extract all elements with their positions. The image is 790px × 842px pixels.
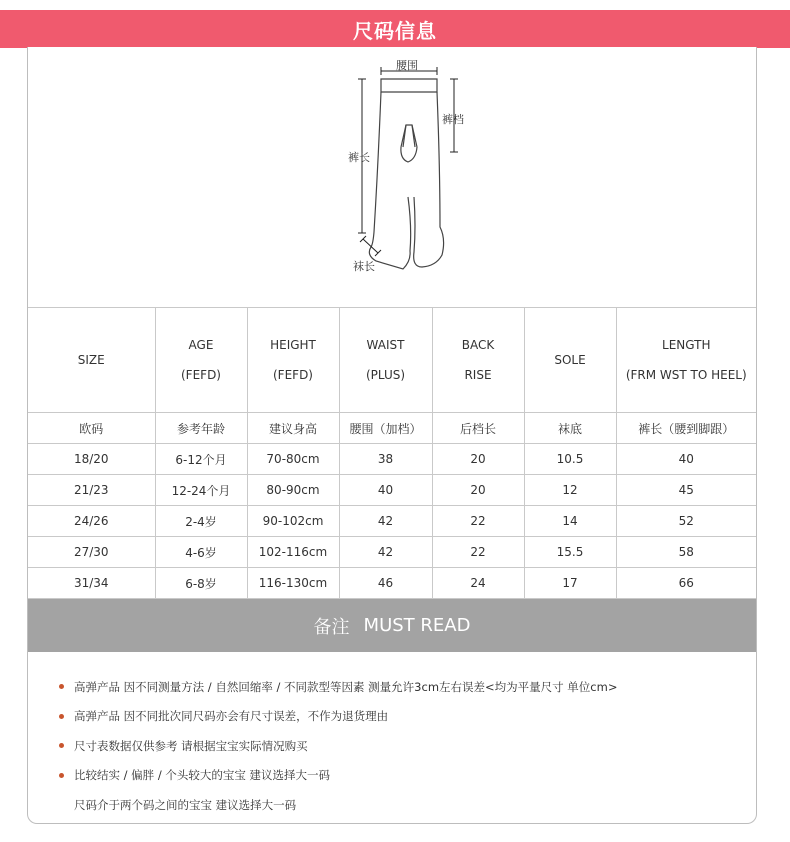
list-item xyxy=(56,702,746,732)
table-row xyxy=(28,506,756,537)
table-row xyxy=(28,475,756,506)
tights-diagram xyxy=(28,47,756,307)
table-cell: 66 xyxy=(616,568,756,599)
table-cell: 102-116cm xyxy=(247,537,339,568)
header-waist: WAIST (PLUS) xyxy=(339,308,432,413)
size-chart-card xyxy=(27,47,757,824)
table-cell: 22 xyxy=(432,537,524,568)
table-cell: 20 xyxy=(432,475,524,506)
note-text: 高弹产品 因不同测量方法 / 自然回缩率 / 不同款型等因素 测量允许3cm左右误差<均为平量尺寸 单位cm> xyxy=(74,679,618,694)
table-cell: 24 xyxy=(432,568,524,599)
table-cell: 70-80cm xyxy=(247,444,339,475)
list-item xyxy=(56,672,746,702)
must-read-bar xyxy=(28,599,756,652)
waist-label: 腰围 xyxy=(396,59,418,72)
table-row xyxy=(28,537,756,568)
table-cell: 46 xyxy=(339,568,432,599)
size-table xyxy=(28,307,756,599)
table-cell: 42 xyxy=(339,506,432,537)
sole-label: 袜长 xyxy=(353,260,375,273)
table-cell: 20 xyxy=(432,444,524,475)
bullet-dot-icon xyxy=(59,684,64,689)
table-row xyxy=(28,444,756,475)
length-label: 裤长 xyxy=(348,151,370,164)
table-cell: 24/26 xyxy=(28,506,155,537)
table-cell: 27/30 xyxy=(28,537,155,568)
table-cell: 40 xyxy=(616,444,756,475)
table-cell: 22 xyxy=(432,506,524,537)
table-cell: 58 xyxy=(616,537,756,568)
rise-label: 裤档 xyxy=(442,113,464,126)
table-cell: 38 xyxy=(339,444,432,475)
table-cell: 12 xyxy=(524,475,616,506)
list-item xyxy=(56,731,746,761)
table-cell: 42 xyxy=(339,537,432,568)
subheader-cell: 建议身高 xyxy=(247,413,339,444)
bullet-dot-icon xyxy=(59,743,64,748)
note-text: 高弹产品 因不同批次同尺码亦会有尺寸误差，不作为退货理由 xyxy=(74,709,389,724)
table-cell: 80-90cm xyxy=(247,475,339,506)
subheader-cell: 裤长（腰到脚跟） xyxy=(616,413,756,444)
table-row xyxy=(28,568,756,599)
bullet-dot-icon xyxy=(59,773,64,778)
table-cell: 21/23 xyxy=(28,475,155,506)
table-cell: 10.5 xyxy=(524,444,616,475)
table-cell: 4-6岁 xyxy=(155,537,247,568)
banner-title: 尺码信息 xyxy=(353,18,437,43)
table-cell: 52 xyxy=(616,506,756,537)
table-cell: 2-4岁 xyxy=(155,506,247,537)
subheader-cell: 欧码 xyxy=(28,413,155,444)
subheader-cell: 参考年龄 xyxy=(155,413,247,444)
table-cell: 14 xyxy=(524,506,616,537)
size-info-banner xyxy=(0,10,790,48)
header-length: LENGTH (FRM WST TO HEEL) xyxy=(616,308,756,413)
table-cell: 90-102cm xyxy=(247,506,339,537)
notes-list xyxy=(56,672,746,820)
table-cell: 31/34 xyxy=(28,568,155,599)
header-size: SIZE xyxy=(28,308,155,413)
table-cell: 17 xyxy=(524,568,616,599)
table-cell: 116-130cm xyxy=(247,568,339,599)
table-cell: 45 xyxy=(616,475,756,506)
subheader-cell: 腰围（加档） xyxy=(339,413,432,444)
header-sole: SOLE xyxy=(524,308,616,413)
header-height: HEIGHT (FEFD) xyxy=(247,308,339,413)
subheader-cell: 后档长 xyxy=(432,413,524,444)
notes-title-en: MUST READ xyxy=(363,615,471,636)
header-age: AGE (FEFD) xyxy=(155,308,247,413)
bullet-dot-icon xyxy=(59,714,64,719)
table-cell: 6-12个月 xyxy=(155,444,247,475)
note-text: 尺寸表数据仅供参考 请根据宝宝实际情况购买 xyxy=(74,738,308,753)
table-cell: 12-24个月 xyxy=(155,475,247,506)
list-item xyxy=(56,761,746,791)
table-cell: 15.5 xyxy=(524,537,616,568)
table-subheader-row xyxy=(28,413,756,444)
list-item xyxy=(56,790,746,820)
note-text: 比较结实 / 偏胖 / 个头较大的宝宝 建议选择大一码 xyxy=(74,768,331,783)
table-cell: 18/20 xyxy=(28,444,155,475)
table-cell: 6-8岁 xyxy=(155,568,247,599)
tights-outline-icon xyxy=(28,47,756,307)
notes-title-cn: 备注 xyxy=(313,616,350,638)
table-cell: 40 xyxy=(339,475,432,506)
note-text: 尺码介于两个码之间的宝宝 建议选择大一码 xyxy=(74,797,297,812)
subheader-cell: 袜底 xyxy=(524,413,616,444)
table-header-row xyxy=(28,308,756,413)
header-back-rise: BACK RISE xyxy=(432,308,524,413)
